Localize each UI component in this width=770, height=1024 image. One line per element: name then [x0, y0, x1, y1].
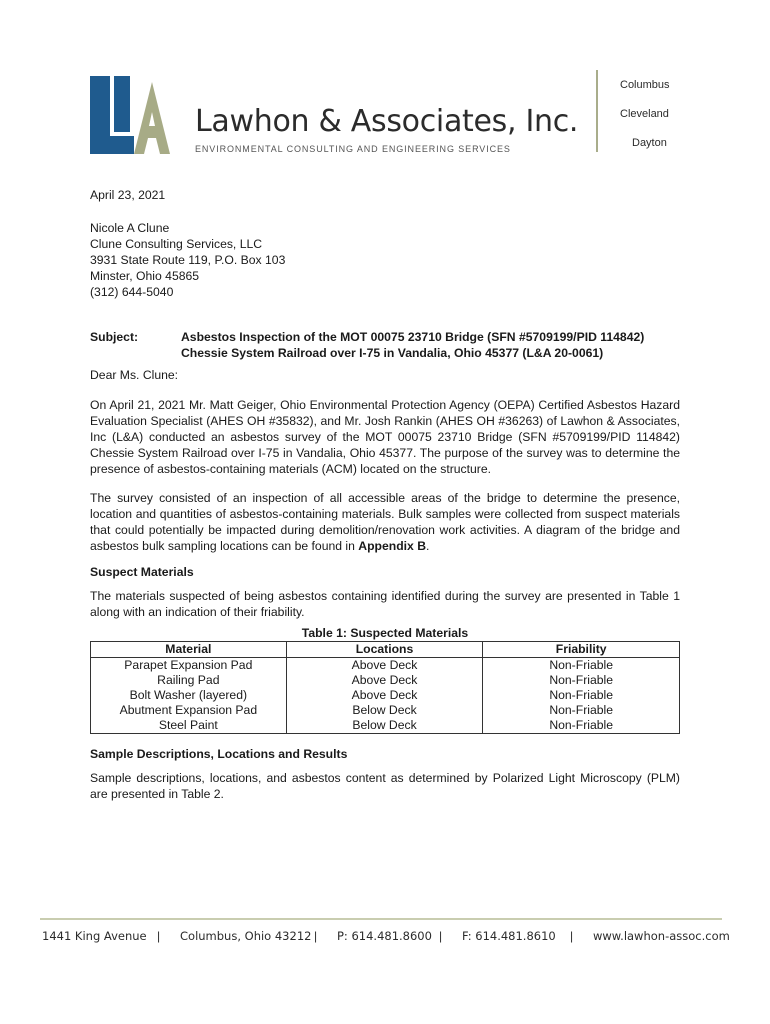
cell-material: Abutment Expansion Pad	[91, 703, 287, 718]
footer-separator: |	[439, 929, 443, 943]
paragraph-survey-end: .	[426, 539, 430, 553]
subject-line-1: Asbestos Inspection of the MOT 00075 23710 Bridge (SFN #5709199/PID 114842)	[181, 330, 645, 344]
cell-friability: Non-Friable	[483, 688, 680, 703]
cell-location: Below Deck	[286, 718, 483, 734]
table-row	[91, 688, 680, 703]
footer-address: 1441 King Avenue	[42, 929, 147, 943]
table-caption: Table 1: Suspected Materials	[301, 626, 469, 640]
header-friability: Friability	[483, 642, 680, 658]
heading-sample-results: Sample Descriptions, Locations and Results	[90, 747, 348, 761]
subject-label: Subject:	[90, 330, 139, 344]
recipient-phone: (312) 644-5040	[90, 285, 174, 299]
header-locations: Locations	[286, 642, 483, 658]
company-name: Lawhon & Associates, Inc.	[195, 104, 579, 139]
footer-divider	[40, 918, 722, 920]
header-material: Material	[91, 642, 287, 658]
footer-website[interactable]: www.lawhon-assoc.com	[593, 929, 730, 943]
subject-line-2: Chessie System Railroad over I-75 in Vandalia, Ohio 45377 (L&A 20-0061)	[181, 346, 604, 360]
subject-text	[181, 329, 686, 361]
cell-location: Below Deck	[286, 703, 483, 718]
cell-friability: Non-Friable	[483, 718, 680, 734]
paragraph-survey	[90, 490, 680, 554]
table-header-row	[91, 642, 680, 658]
paragraph-samples: Sample descriptions, locations, and asbestos content as determined by Polarized Light Microscopy (PLM) are presented in Table 2.	[90, 771, 680, 801]
company-logo	[90, 76, 176, 154]
cell-material: Steel Paint	[91, 718, 287, 734]
recipient-city: Minster, Ohio 45865	[90, 269, 200, 283]
table-row	[91, 658, 680, 674]
footer-separator: |	[157, 929, 161, 943]
cell-friability: Non-Friable	[483, 673, 680, 688]
table-row	[91, 703, 680, 718]
cell-location: Above Deck	[286, 673, 483, 688]
cell-friability: Non-Friable	[483, 658, 680, 674]
cell-material: Railing Pad	[91, 673, 287, 688]
table-row	[91, 718, 680, 734]
recipient-name: Nicole A Clune	[90, 221, 170, 235]
recipient-company: Clune Consulting Services, LLC	[90, 237, 263, 251]
letterhead-divider	[596, 70, 598, 152]
cell-friability: Non-Friable	[483, 703, 680, 718]
salutation: Dear Ms. Clune:	[90, 368, 179, 382]
appendix-reference: Appendix B	[358, 539, 427, 553]
cell-location: Above Deck	[286, 688, 483, 703]
letter-date: April 23, 2021	[90, 188, 166, 202]
footer-separator: |	[570, 929, 574, 943]
recipient-street: 3931 State Route 119, P.O. Box 103	[90, 253, 286, 267]
recipient-address	[90, 220, 285, 300]
heading-suspect-materials: Suspect Materials	[90, 565, 194, 579]
footer-city: Columbus, Ohio 43212	[180, 929, 312, 943]
suspected-materials-table	[90, 641, 680, 734]
cell-location: Above Deck	[286, 658, 483, 674]
footer-fax: F: 614.481.8610	[462, 929, 556, 943]
table-row	[91, 673, 680, 688]
company-tagline: ENVIRONMENTAL CONSULTING AND ENGINEERING SERVICES	[195, 144, 511, 154]
cell-material: Parapet Expansion Pad	[91, 658, 287, 674]
footer-phone: P: 614.481.8600	[337, 929, 432, 943]
cell-material: Bolt Washer (layered)	[91, 688, 287, 703]
paragraph-survey-text: The survey consisted of an inspection of all accessible areas of the bridge to determine the presence, location and quantities of asbestos-containing materials. Bulk samples were collected from suspect materials that could potentially be impacted during demolition/renovation work activities. A diagram of the bridge and asbestos bulk sampling locations can be found in	[90, 491, 680, 553]
footer-separator: |	[314, 929, 318, 943]
paragraph-intro: On April 21, 2021 Mr. Matt Geiger, Ohio Environmental Protection Agency (OEPA) Certified Asbestos Hazard Evaluation Specialist (AHES OH #35832), and Mr. Josh Rankin (AHES OH #36263) of Lawhon & Associates, Inc (L&A) conducted an asbestos survey of the MOT 00075 23710 Bridge (SFN #5709199/PID 114842) Chessie System Railroad over I-75 in Vandalia, Ohio 45377. The purpose of the survey was to determine the presence of asbestos-containing materials (ACM) located on the structure.	[90, 398, 680, 476]
office-columbus: Columbus	[620, 79, 670, 91]
office-cleveland: Cleveland	[620, 108, 669, 120]
paragraph-suspect: The materials suspected of being asbestos containing identified during the survey are presented in Table 1 along with an indication of their friability.	[90, 589, 680, 619]
office-dayton: Dayton	[632, 137, 667, 149]
